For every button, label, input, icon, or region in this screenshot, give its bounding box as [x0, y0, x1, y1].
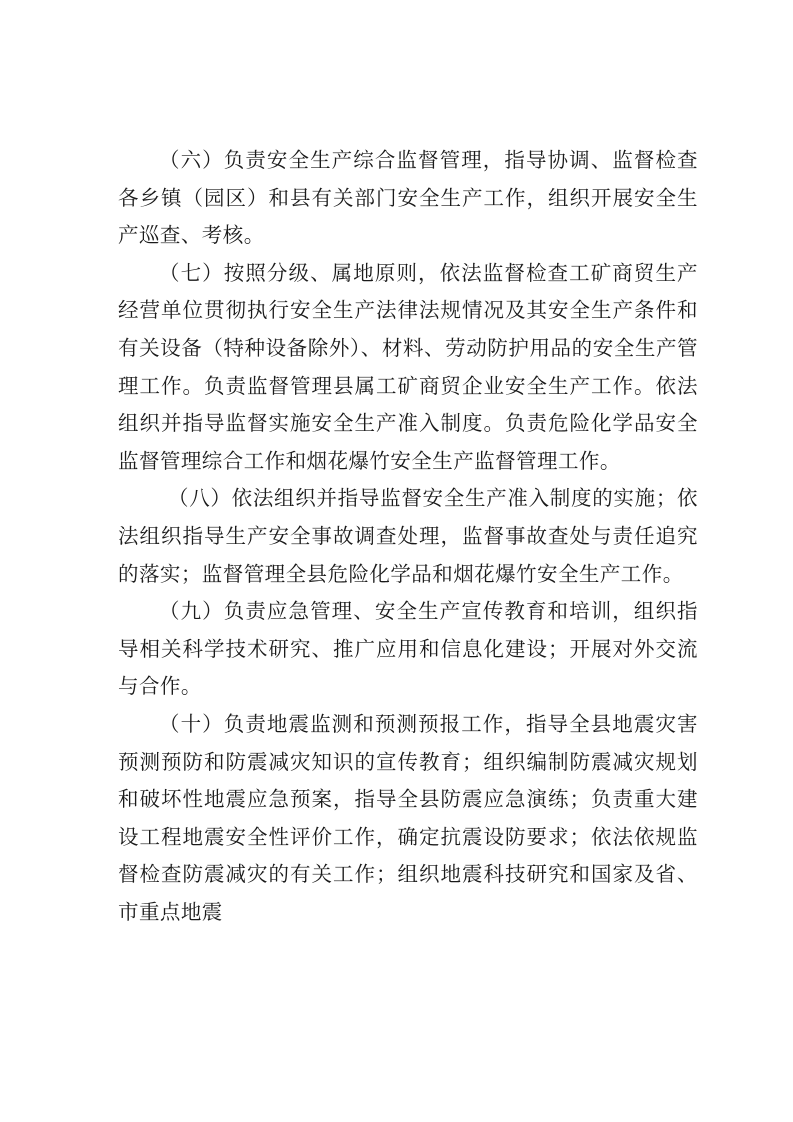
document-body: [118, 142, 698, 931]
paragraph-9: （九）负责应急管理、安全生产宣传教育和培训，组织指导相关科学技术研究、推广应用和信息化建设；开展对外交流与合作。: [118, 599, 698, 699]
paragraph-6: （六）负责安全生产综合监督管理，指导协调、监督检查各乡镇（园区）和县有关部门安全生产工作，组织开展安全生产巡查、考核。: [118, 148, 698, 248]
paragraph-8: （八）依法组织并指导监督安全生产准入制度的实施；依法组织指导生产安全事故调查处理，监督事故查处与责任追究的落实；监督管理全县危险化学品和烟花爆竹安全生产工作。: [118, 486, 698, 586]
paragraph-7: （七）按照分级、属地原则，依法监督检查工矿商贸生产经营单位贯彻执行安全生产法律法规情况及其安全生产条件和有关设备（特种设备除外）、材料、劳动防护用品的安全生产管理工作。负责监督管理县属工矿商贸企业安全生产工作。依法组织并指导监督实施安全生产准入制度。负责危险化学品安全监督管理综合工作和烟花爆竹安全生产监督管理工作。: [118, 260, 698, 473]
paragraph-10: （十）负责地震监测和预测预报工作，指导全县地震灾害预测预防和防震减灾知识的宣传教育；组织编制防震减灾规划和破坏性地震应急预案，指导全县防震应急演练；负责重大建设工程地震安全性评价工作，确定抗震设防要求；依法依规监督检查防震减灾的有关工作；组织地震科技研究和国家及省、市重点地震: [118, 711, 698, 924]
